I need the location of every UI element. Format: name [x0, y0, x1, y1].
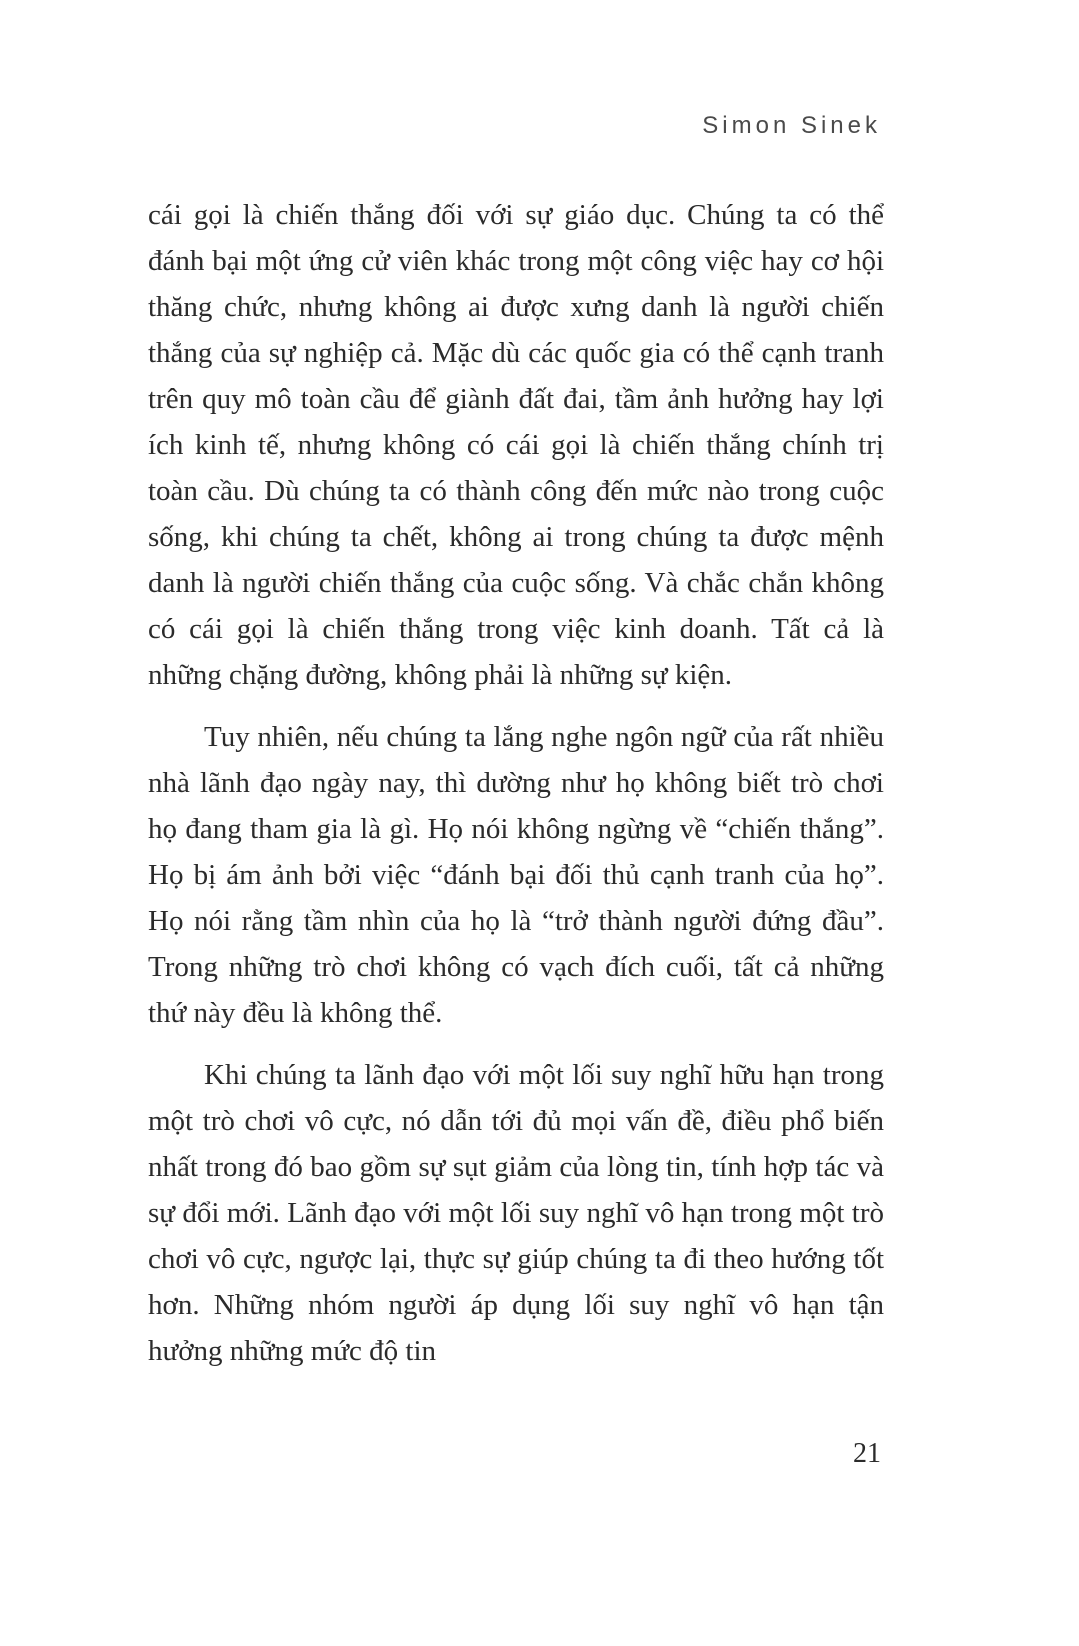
paragraph: Khi chúng ta lãnh đạo với một lối suy nghĩ hữu hạn trong một trò chơi vô cực, nó dẫn tới đủ mọi vấn đề, điều phổ biến nhất trong đó bao gồm sự sụt giảm của lòng tin, tính hợp tác và sự đổi mới. Lãnh đạo với một lối suy nghĩ vô hạn trong một trò chơi vô cực, ngược lại, thực sự giúp chúng ta đi theo hướng tốt hơn. Những nhóm người áp dụng lối suy nghĩ vô hạn tận hưởng những mức độ tin — [148, 1059, 884, 1367]
running-header: Simon Sinek — [702, 112, 881, 139]
page-number: 21 — [853, 1438, 881, 1469]
paragraph: cái gọi là chiến thắng đối với sự giáo dục. Chúng ta có thể đánh bại một ứng cử viên khác trong một công việc hay cơ hội thăng chức, nhưng không ai được xưng danh là người chiến thắng của sự nghiệp cả. Mặc dù các quốc gia có thể cạnh tranh trên quy mô toàn cầu để giành đất đai, tầm ảnh hưởng hay lợi ích kinh tế, nhưng không có cái gọi là chiến thắng chính trị toàn cầu. Dù chúng ta có thành công đến mức nào trong cuộc sống, khi chúng ta chết, không ai trong chúng ta được mệnh danh là người chiến thắng của cuộc sống. Và chắc chắn không có cái gọi là chiến thắng trong việc kinh doanh. Tất cả là những chặng đường, không phải là những sự kiện. — [148, 199, 884, 691]
page-content — [148, 192, 884, 1390]
paragraph: Tuy nhiên, nếu chúng ta lắng nghe ngôn ngữ của rất nhiều nhà lãnh đạo ngày nay, thì dường như họ không biết trò chơi họ đang tham gia là gì. Họ nói không ngừng về “chiến thắng”. Họ bị ám ảnh bởi việc “đánh bại đối thủ cạnh tranh của họ”. Họ nói rằng tầm nhìn của họ là “trở thành người đứng đầu”. Trong những trò chơi không có vạch đích cuối, tất cả những thứ này đều là không thể. — [148, 721, 884, 1029]
